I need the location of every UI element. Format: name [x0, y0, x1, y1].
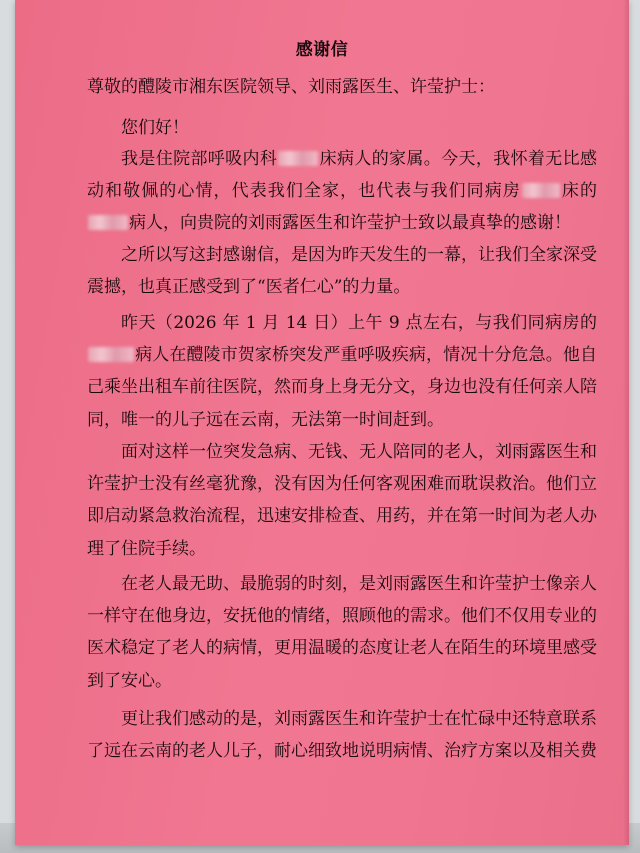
p3-text-b: 病人在醴陵市贺家桥突发严重呼吸疾病，情况十分危急。他自己乘坐出租车前往医院，然而身上身无分文，身边也没有任何亲人陪同，唯一的儿子远在云南，无法第一时间赶到。	[87, 345, 597, 430]
letter-paragraph-1	[87, 143, 597, 240]
pink-letter-paper	[15, 0, 629, 845]
paper-edge-shadow	[623, 0, 629, 845]
p3-text-a: 昨天（2026 年 1 月 14 日）上午 9 点左右，与我们同病房的	[121, 313, 597, 333]
p1-text-a: 我是住院部呼吸内科	[121, 149, 278, 169]
p4-text: 面对这样一位突发急病、无钱、无人陪同的老人，刘雨露医生和许莹护士没有丝毫犹豫，没有因为任何客观困难而耽误救治。他们立即启动紧急救治流程，迅速安排检查、用药，并在第一时间为老人办理了住院手续。	[87, 442, 597, 559]
letter-paragraph-4	[87, 436, 597, 565]
letter-paragraph-5	[87, 568, 597, 697]
redacted-bed-number-2	[522, 183, 560, 198]
redacted-patient-name	[88, 215, 128, 230]
redacted-patient-name-2	[88, 347, 134, 362]
p2-text: 之所以写这封感谢信，是因为昨天发生的一幕，让我们全家深受震撼，也真正感受到了“医者仁心”的力量。	[87, 245, 597, 298]
letter-greeting	[87, 112, 597, 144]
p6-text: 更让我们感动的是，刘雨露医生和许莹护士在忙碌中还特意联系了远在云南的老人儿子，耐心细致地说明病情、治疗方案以及相关费	[87, 709, 597, 762]
greeting-text: 您们好！	[121, 118, 189, 138]
letter-salutation: 尊敬的醴陵市湘东医院领导、刘雨露医生、许莹护士：	[87, 77, 495, 97]
letter-paragraph-6	[87, 703, 597, 767]
p1-text-c: 床的	[560, 181, 598, 202]
letter-title: 感谢信	[295, 40, 349, 60]
redacted-bed-number	[278, 151, 318, 166]
letter-paragraph-2	[87, 239, 597, 303]
p5-text: 在老人最无助、最脆弱的时刻，是刘雨露医生和许莹护士像亲人一样守在他身边，安抚他的情绪，照顾他的需求。他们不仅用专业的医术稳定了老人的病情，更用温暖的态度让老人在陌生的环境里感受到了安心。	[87, 574, 597, 691]
p1-text-b: 床病人的家属。今天，我怀着无比感动和敬佩的心情，代表我们全家，也代表与我们同病房	[87, 149, 598, 202]
p1-text-d: 病人，向贵院的刘雨露医生和许莹护士致以最真挚的感谢！	[129, 213, 571, 234]
letter-paragraph-3	[87, 307, 597, 436]
